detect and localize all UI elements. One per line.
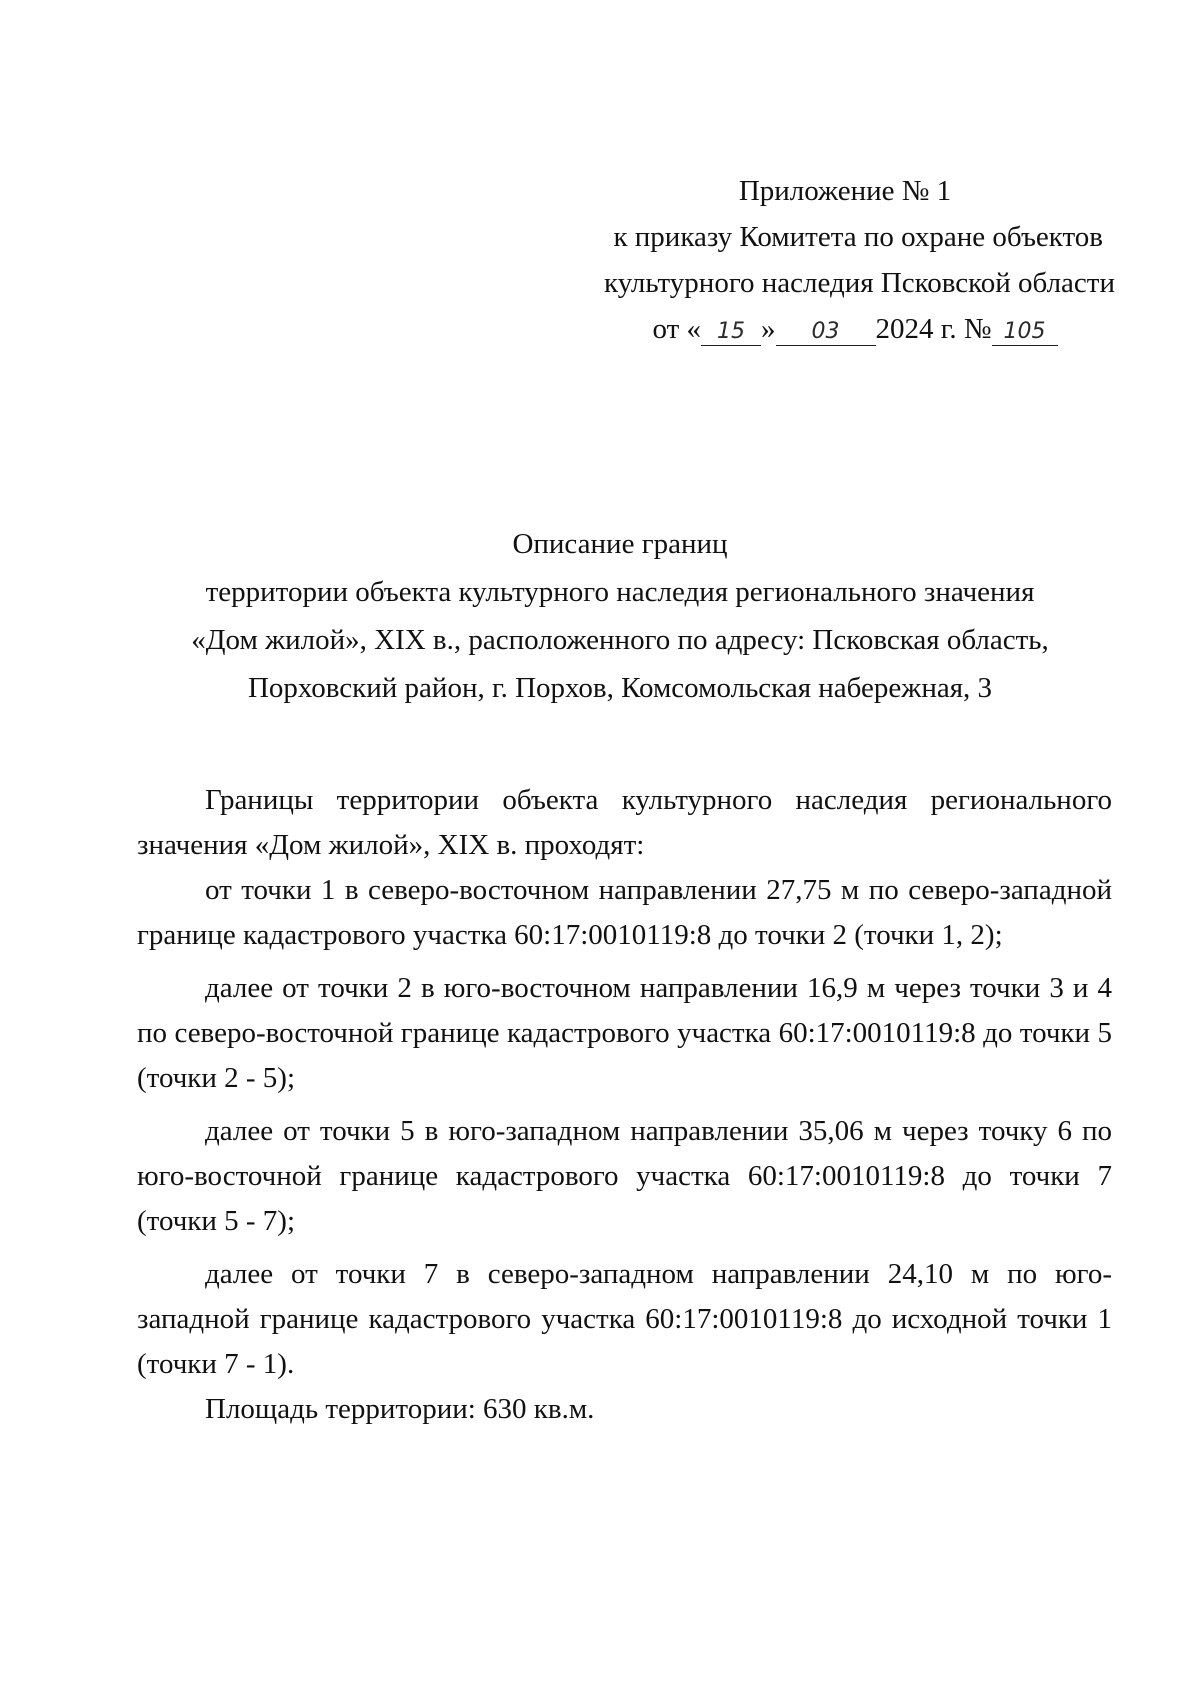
date-year: 2024 г. № [875,313,992,345]
boundary-segment: далее от точки 5 в юго-западном направлении 35,06 м через точку 6 по юго-восточной границе кадастрового участка 60:17:0010119:8 до точки 7 (точки 5 - 7); [137,1115,1112,1237]
boundary-segment: далее от точки 2 в юго-восточном направлении 16,9 м через точки 3 и 4 по северо-восточной границе кадастрового участка 60:17:0010119:8 до точки 5 (точки 2 - 5); [137,972,1112,1094]
date-mid: » [761,313,776,345]
title-line-3: «Дом жилой», XIX в., расположенного по адресу: Псковская область, [191,624,1049,656]
title-line-4: Порховский район, г. Порхов, Комсомольская набережная, 3 [247,672,993,704]
handwritten-month: 03 [776,319,876,346]
order-reference-line: к приказу Комитета по охране объектов [613,221,1103,253]
boundary-segment: далее от точки 7 в северо-западном направлении 24,10 м по юго-западной границе кадастрового участка 60:17:0010119:8 до исходной точки 1 (точки 7 - 1). [137,1258,1112,1380]
title-line-1: Описание границ [512,528,728,560]
area-paragraph: Площадь территории: 630 кв.м. [205,1393,595,1425]
appendix-header [555,168,1115,352]
intro-paragraph: Границы территории объекта культурного наследия регионального значения «Дом жилой», XIX в. проходят: [137,784,1112,861]
committee-line: культурного наследия Псковской области [604,267,1115,299]
appendix-title: Приложение № 1 [738,175,952,207]
title-line-2: территории объекта культурного наследия регионального значения [205,576,1035,608]
boundary-segment: от точки 1 в северо-восточном направлении 27,75 м по северо-западной границе кадастрового участка 60:17:0010119:8 до точки 2 (точки 1, 2); [137,874,1112,951]
document-title [130,520,1110,712]
order-date-line [555,306,1115,352]
document-body [137,778,1112,1432]
handwritten-order-number: 105 [992,319,1058,346]
date-prefix: от « [652,313,701,345]
handwritten-day: 15 [701,319,761,346]
